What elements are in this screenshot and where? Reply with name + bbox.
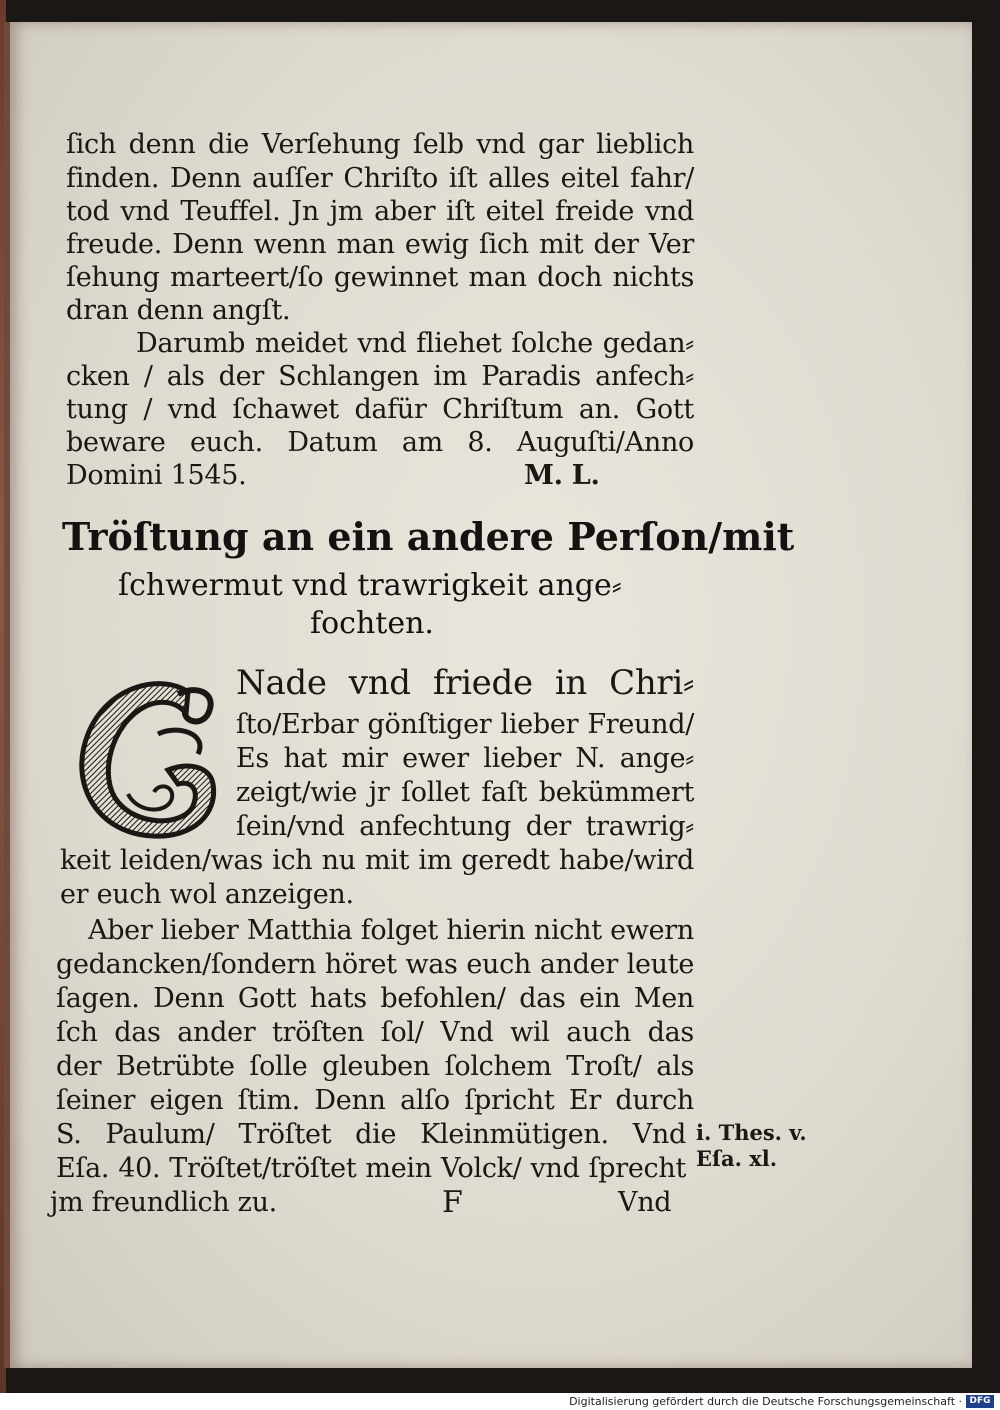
text-line: Darumb meidet vnd fliehet ſolche gedan⸗ bbox=[136, 328, 694, 359]
section-heading-line2: ſchwermut vnd trawrigkeit ange⸗ bbox=[118, 568, 622, 603]
text-line: beware euch. Datum am 8. Auguſti/Anno bbox=[66, 427, 694, 458]
text-line: tung / vnd ſchawet dafür Chriſtum an. Gott bbox=[66, 394, 694, 425]
text-line: freude. Denn wenn man ewig ſich mit der Ver bbox=[66, 229, 694, 260]
text-line-large: Nade vnd friede in Chri⸗ bbox=[236, 663, 694, 703]
text-line: ſto/Erbar gönſtiger lieber Freund/ bbox=[236, 709, 694, 740]
book-page bbox=[4, 22, 972, 1368]
text-line: jm freundlich zu. bbox=[50, 1187, 277, 1218]
text-line: keit leiden/was ich nu mit im geredt habe/wird bbox=[60, 845, 694, 876]
text-line: finden. Denn auſſer Chriſto iſt alles eitel fahr/ bbox=[66, 163, 694, 194]
text-line: tod vnd Teuffel. Jn jm aber iſt eitel freide vnd bbox=[66, 196, 694, 227]
catchword: Vnd bbox=[618, 1187, 672, 1218]
funding-credit: Digitalisierung gefördert durch die Deutsche Forschungsgemeinschaft · bbox=[569, 1395, 962, 1408]
text-line: ſagen. Denn Gott hats befohlen/ das ein Men bbox=[56, 983, 694, 1014]
section-heading-line3: fochten. bbox=[310, 606, 434, 641]
text-line: gedancken/ſondern höret was euch ander leute bbox=[56, 949, 694, 980]
text-line: der Betrübte ſolle gleuben ſolchem Troſt/ als bbox=[56, 1051, 694, 1082]
signature: M. L. bbox=[524, 460, 600, 491]
text-line: dran denn angſt. bbox=[66, 295, 291, 326]
text-line: ſich denn die Verſehung ſelb vnd gar lieblich bbox=[66, 129, 694, 160]
date-line: Domini 1545. bbox=[66, 460, 247, 491]
text-line: ſehung marteert/ſo gewinnet man doch nichts bbox=[66, 262, 694, 293]
text-line: er euch wol anzeigen. bbox=[60, 879, 354, 910]
text-line: Eſa. 40. Tröſtet/tröſtet mein Volck/ vnd ſprecht bbox=[56, 1153, 686, 1184]
margin-note: i. Thes. v. bbox=[696, 1120, 807, 1145]
decorative-initial bbox=[68, 674, 228, 844]
text-line: ſch das ander tröſten ſol/ Vnd wil auch das bbox=[56, 1017, 694, 1048]
text-line: zeigt/wie jr ſollet faſt bekümmert bbox=[236, 777, 694, 808]
margin-note: Eſa. xl. bbox=[696, 1146, 778, 1171]
text-line: S. Paulum/ Tröſtet die Kleinmütigen. Vnd bbox=[56, 1119, 686, 1150]
signature-mark: F bbox=[442, 1185, 463, 1220]
text-line: Es hat mir ewer lieber N. ange⸗ bbox=[236, 743, 694, 774]
dfg-logo: DFG bbox=[966, 1395, 994, 1408]
text-line: Aber lieber Matthia folget hierin nicht ewern bbox=[88, 915, 694, 946]
section-heading: Tröſtung an ein andere Perſon/mit bbox=[62, 514, 795, 559]
text-line: cken / als der Schlangen im Paradis anfech⸗ bbox=[66, 361, 694, 392]
text-line: ſein/vnd anfechtung der trawrig⸗ bbox=[236, 811, 694, 842]
text-line: ſeiner eigen ſtim. Denn alſo ſpricht Er durch bbox=[56, 1085, 694, 1116]
decorative-initial-g bbox=[68, 674, 228, 844]
